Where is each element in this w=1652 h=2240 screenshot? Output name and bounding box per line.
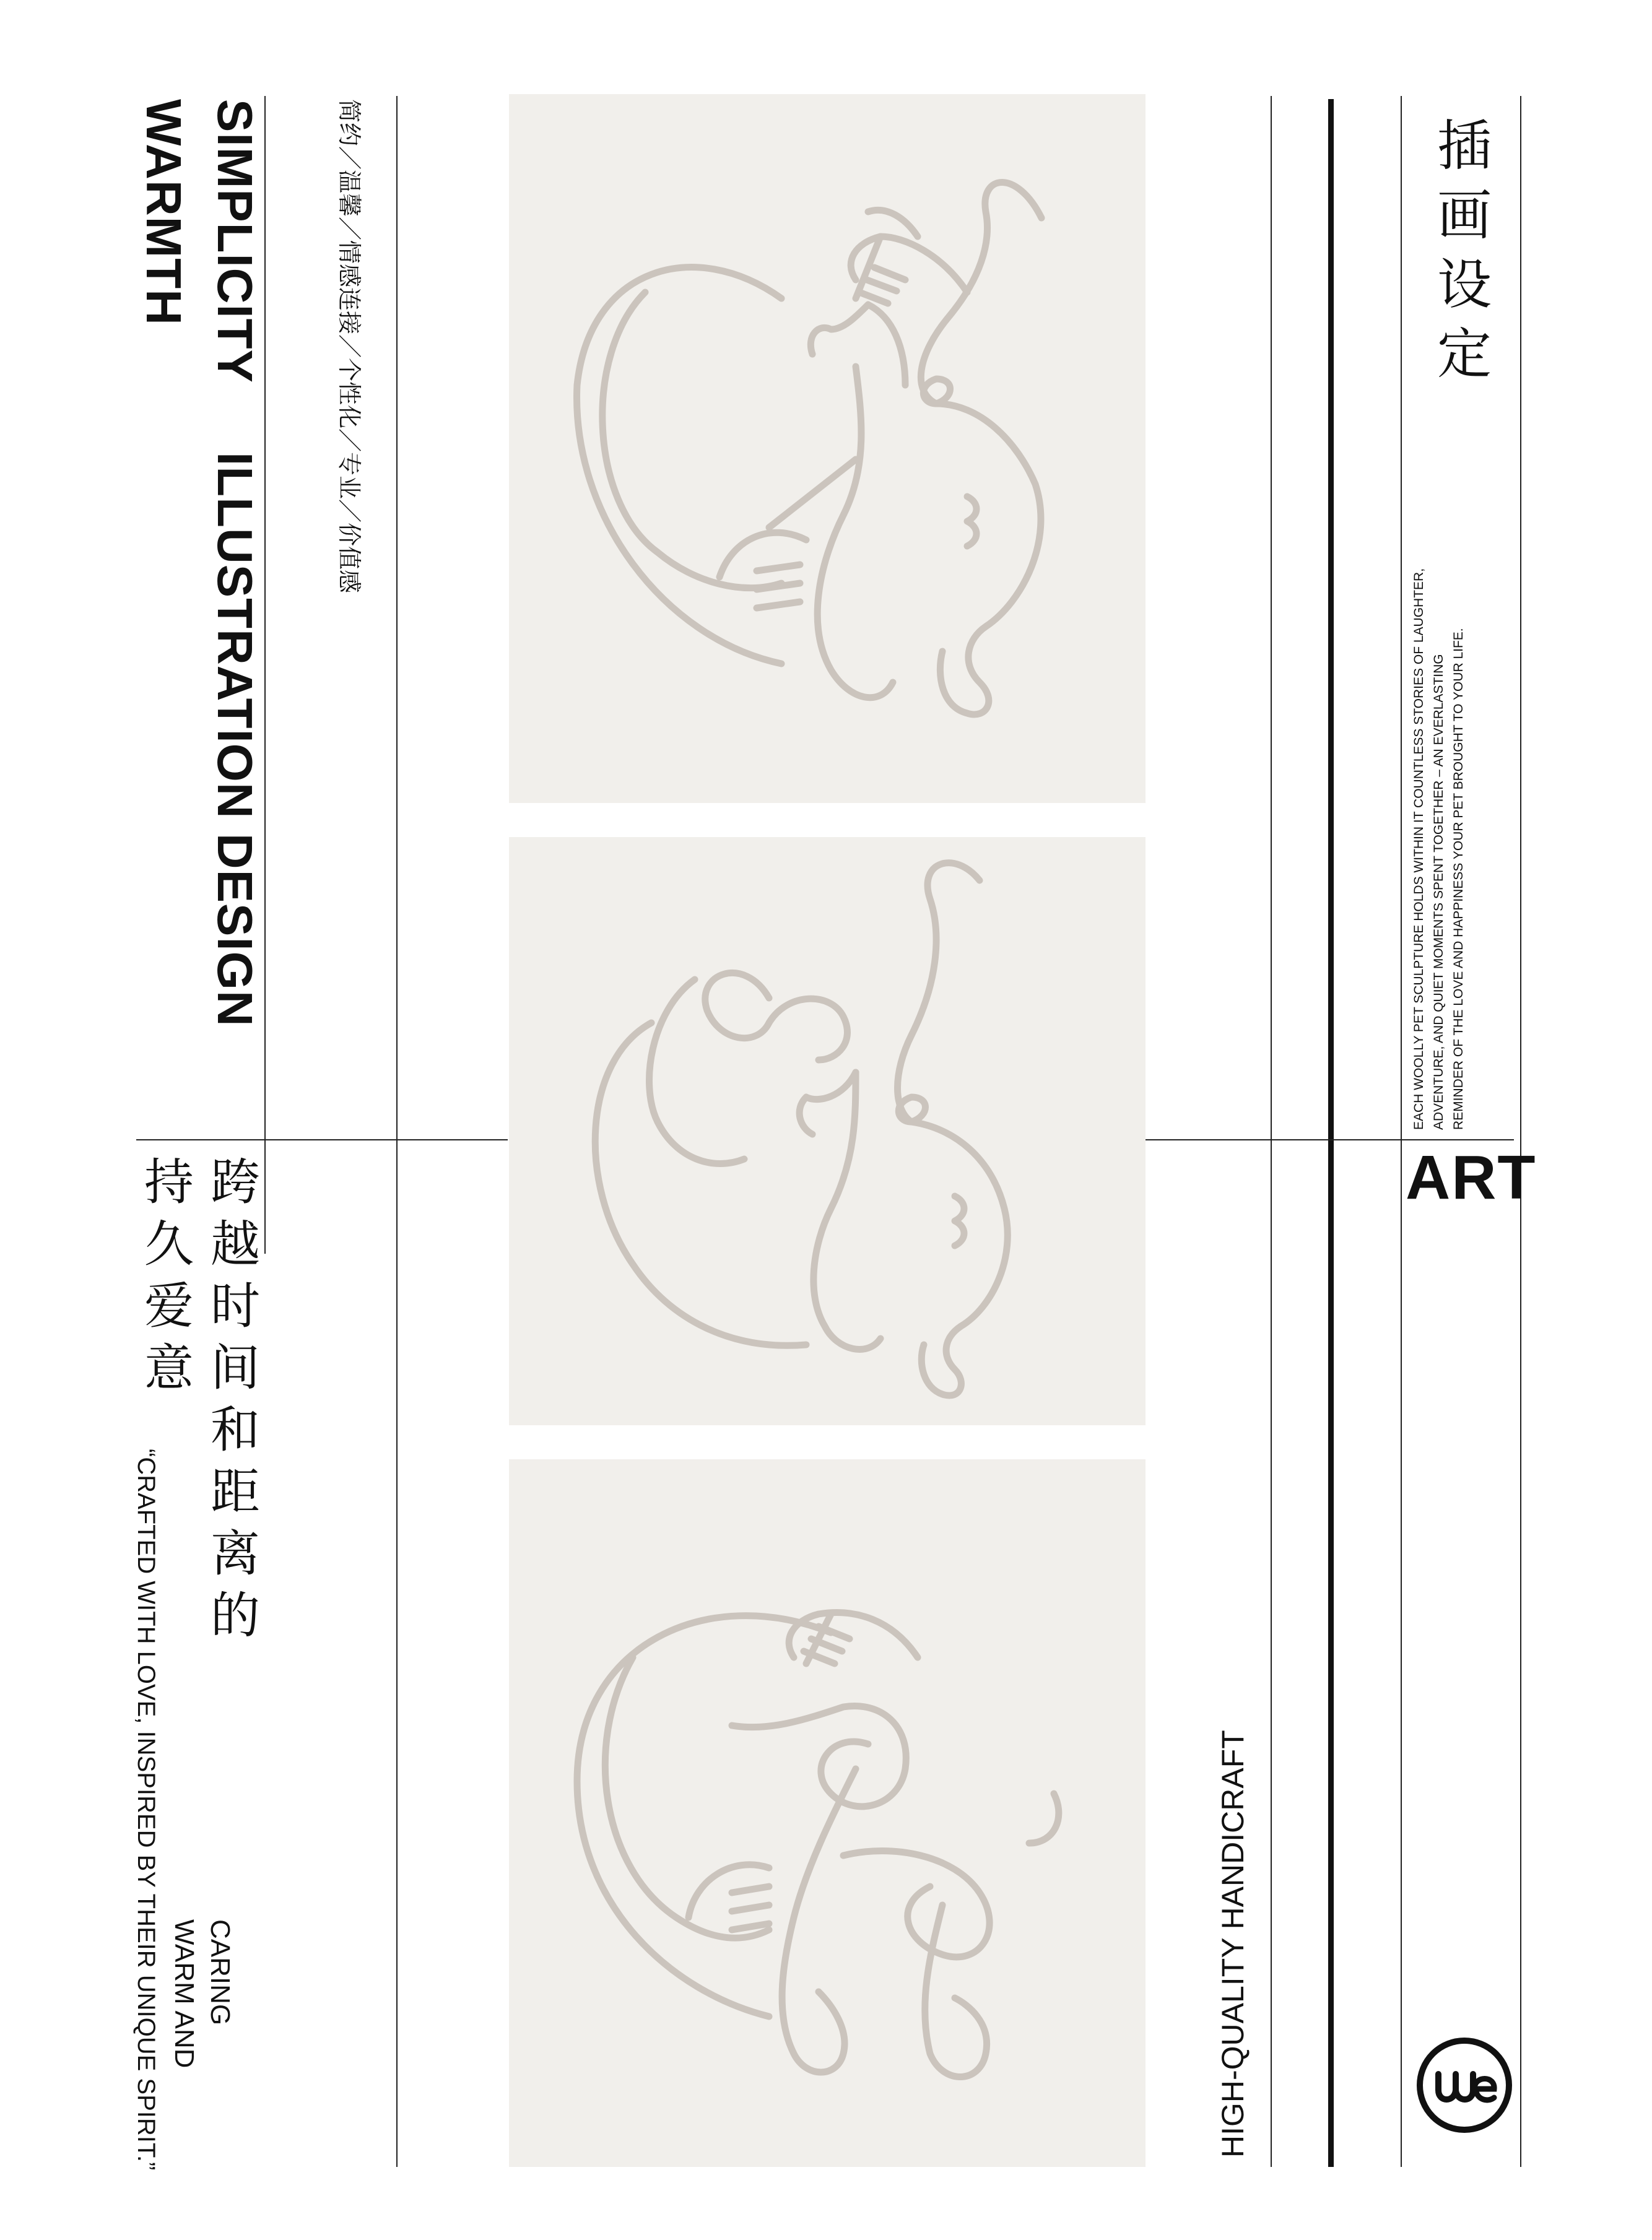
cjk-headline-char: 跨: [211, 1153, 260, 1211]
tagline-line2: CARING: [205, 1919, 235, 2026]
handicraft-text: HIGH-QUALITY HANDICRAFT: [1215, 1730, 1250, 2158]
title-simplicity: SIMPLICITY: [207, 99, 263, 383]
side-title-char: 画: [1437, 183, 1492, 247]
keywords-text: 简约／温馨／情感连接／个性化／专业／价值感: [336, 99, 363, 594]
tagline-line1: WARM AND: [169, 1919, 199, 2069]
we-logo-icon: [1415, 2036, 1514, 2135]
title-warmth: WARMTH: [136, 99, 191, 326]
cat-and-dog-illustration: [509, 837, 1146, 1425]
illustration-panel-3: [509, 1459, 1146, 2167]
cjk-headline-char: 和: [211, 1401, 260, 1459]
cjk-headline-char: 距: [211, 1463, 260, 1521]
description-line3: REMINDER OF THE LOVE AND HAPPINESS YOUR PET BROUGHT TO YOUR LIFE.: [1451, 628, 1466, 1130]
title-illustration-design: ILLUSTRATION DESIGN: [207, 452, 263, 1027]
we-circle-logo: [1415, 2036, 1514, 2135]
cjk-headline-char: 意: [144, 1339, 194, 1397]
far-right-rule: [1520, 96, 1521, 2167]
right-inner-vertical-rule: [1271, 96, 1272, 2167]
left-inner-vertical-rule: [396, 96, 398, 2167]
illustration-panel-2: [509, 837, 1146, 1425]
description-line1: EACH WOOLLY PET SCULPTURE HOLDS WITHIN IT COUNTLESS STORIES OF LAUGHTER,: [1412, 568, 1426, 1130]
side-title-char: 插: [1437, 114, 1492, 178]
description-line2: ADVENTURE, AND QUIET MOMENTS SPENT TOGETHER – AN EVERLASTING: [1432, 654, 1446, 1130]
side-title-char: 定: [1437, 322, 1492, 386]
thick-vertical-rule: [1328, 99, 1334, 2167]
side-title: [1430, 111, 1498, 389]
cjk-headline-char: 间: [211, 1339, 260, 1397]
cjk-headline-char: 离: [211, 1525, 260, 1582]
cat-with-toothbrush-illustration: [509, 94, 1146, 803]
right-edge-rule-top: [1401, 96, 1402, 1139]
side-title-char: 设: [1437, 253, 1492, 316]
right-edge-rule-bottom: [1401, 1139, 1402, 2167]
cjk-headline-char: 的: [211, 1587, 260, 1644]
art-label: ART: [1406, 1143, 1537, 1212]
cjk-headline-char: 时: [211, 1277, 260, 1335]
cjk-headline-line1: [207, 1152, 263, 1647]
cjk-headline-char: 爱: [144, 1277, 194, 1335]
cjk-headline-line2: [141, 1152, 197, 1399]
quote-text: “CRAFTED WITH LOVE, INSPIRED BY THEIR UNIQUE SPIRIT.”: [133, 1449, 160, 2171]
dog-with-toothbrush-illustration: [509, 1459, 1146, 2167]
left-horizontal-rule: [136, 1139, 508, 1140]
cjk-headline-char: 持: [144, 1153, 194, 1211]
illustration-panel-1: [509, 94, 1146, 803]
right-horizontal-rule: [1142, 1139, 1514, 1140]
cjk-headline-char: 久: [144, 1215, 194, 1273]
cjk-headline-char: 越: [211, 1215, 260, 1273]
left-vertical-rule: [264, 96, 266, 1254]
